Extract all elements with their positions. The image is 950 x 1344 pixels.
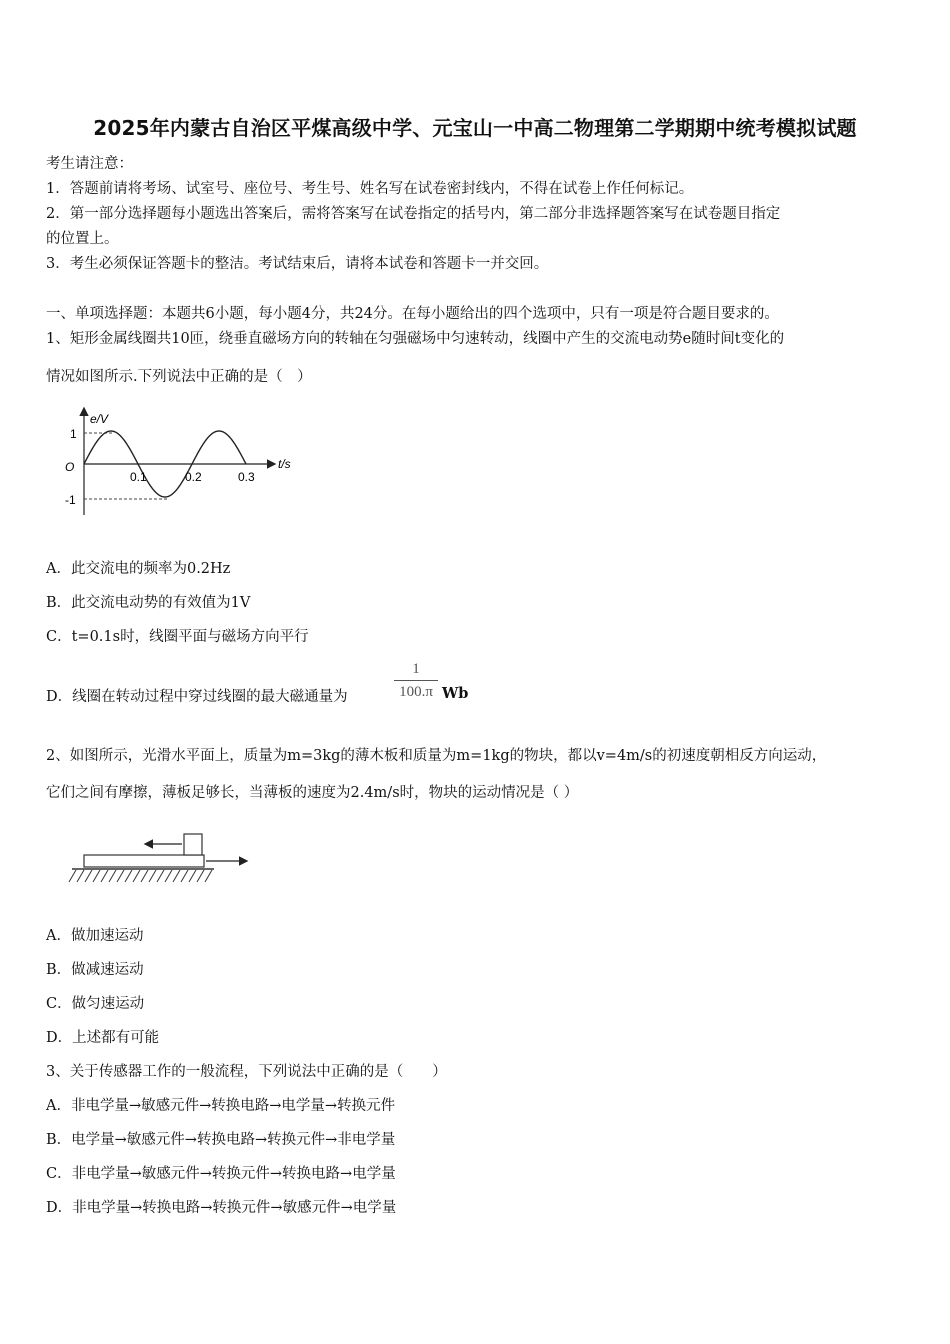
hatch-line	[101, 870, 108, 882]
q1-option-d-text: D．线圈在转动过程中穿过线圈的最大磁通量为	[46, 689, 348, 705]
hatch-line	[149, 870, 156, 882]
hatch-line	[205, 870, 212, 882]
wooden-board	[84, 855, 204, 867]
x-axis-label: t/s	[278, 457, 291, 471]
x-tick-0.3: 0.3	[238, 470, 255, 484]
ground-hatch	[69, 870, 212, 882]
notice-item-1: 1．答题前请将考场、试室号、座位号、考生号、姓名写在试卷密封线内，不得在试卷上作任何标记。	[46, 181, 694, 197]
hatch-line	[69, 870, 76, 882]
block	[184, 834, 202, 855]
q3-option-b[interactable]: B．电学量→敏感元件→转换电路→转换元件→非电学量	[46, 1132, 396, 1148]
x-tick-0.2: 0.2	[185, 470, 202, 484]
q1-stem-line1: 1、矩形金属线圈共10匝，绕垂直磁场方向的转轴在匀强磁场中匀速转动，线圈中产生的交流电动势e随时间t变化的	[46, 331, 785, 347]
notice-item-2-cont: 的位置上。	[46, 231, 119, 247]
notice-item-2: 2．第一部分选择题每小题选出答案后，需将答案写在试卷指定的括号内，第二部分非选择题答案写在试卷题目指定	[46, 206, 781, 222]
hatch-line	[125, 870, 132, 882]
q3-option-c[interactable]: C．非电学量→敏感元件→转换元件→转换电路→电学量	[46, 1166, 396, 1182]
q2-option-a[interactable]: A．做加速运动	[46, 928, 144, 944]
hatch-line	[165, 870, 172, 882]
q2-board-block-figure	[66, 828, 256, 888]
hatch-line	[173, 870, 180, 882]
hatch-line	[157, 870, 164, 882]
q1-option-a[interactable]: A．此交流电的频率为0.2Hz	[46, 561, 231, 577]
q2-stem-line1: 2、如图所示，光滑水平面上，质量为m=3kg的薄木板和质量为m=1kg的物块，都以v=4m/s的初速度朝相反方向运动，	[46, 748, 827, 764]
q3-option-a[interactable]: A．非电学量→敏感元件→转换电路→电学量→转换元件	[46, 1098, 396, 1114]
q2-option-b[interactable]: B．做减速运动	[46, 962, 144, 978]
origin-label: O	[65, 460, 75, 474]
q1-option-d[interactable]	[46, 685, 348, 706]
exam-title: 2025年内蒙古自治区平煤高级中学、元宝山一中高二物理第二学期期中统考模拟试题	[93, 116, 857, 140]
notice-item-3: 3．考生必须保证答题卡的整洁。考试结束后，请将本试卷和答题卡一并交回。	[46, 256, 549, 272]
hatch-line	[117, 870, 124, 882]
q3-option-d[interactable]: D．非电学量→转换电路→转换元件→敏感元件→电学量	[46, 1200, 397, 1216]
notice-heading: 考生请注意：	[46, 156, 133, 172]
hatch-line	[181, 870, 188, 882]
hatch-line	[189, 870, 196, 882]
hatch-line	[109, 870, 116, 882]
x-tick-0.1: 0.1	[130, 470, 147, 484]
q1-stem-line2: 情况如图所示.下列说法中正确的是（ ）	[46, 369, 312, 385]
hatch-line	[197, 870, 204, 882]
y-tick-neg1: -1	[65, 493, 76, 507]
q2-stem-line2: 它们之间有摩擦，薄板足够长，当薄板的速度为2.4m/s时，物块的运动情况是（ ）	[46, 785, 579, 801]
q1-option-c[interactable]: C．t=0.1s时，线圈平面与磁场方向平行	[46, 629, 309, 645]
flux-fraction	[394, 660, 438, 701]
fraction-numerator: 1	[412, 661, 420, 677]
q1-sine-graph	[60, 405, 310, 520]
fraction-bar	[394, 680, 438, 681]
fraction-denominator: 100.π	[399, 684, 433, 700]
q2-option-d[interactable]: D．上述都有可能	[46, 1030, 160, 1046]
q1-option-b[interactable]: B．此交流电动势的有效值为1V	[46, 595, 251, 611]
hatch-line	[93, 870, 100, 882]
hatch-line	[77, 870, 84, 882]
hatch-line	[85, 870, 92, 882]
q3-stem: 3、关于传感器工作的一般流程，下列说法中正确的是（ ）	[46, 1064, 447, 1080]
section-heading: 一、单项选择题：本题共6小题，每小题4分，共24分。在每小题给出的四个选项中，只有一项是符合题目要求的。	[46, 306, 779, 322]
hatch-line	[141, 870, 148, 882]
hatch-line	[133, 870, 140, 882]
y-tick-1: 1	[70, 427, 77, 441]
flux-unit: Wb	[442, 685, 469, 702]
q2-option-c[interactable]: C．做匀速运动	[46, 996, 145, 1012]
y-axis-label: e/V	[90, 412, 109, 426]
